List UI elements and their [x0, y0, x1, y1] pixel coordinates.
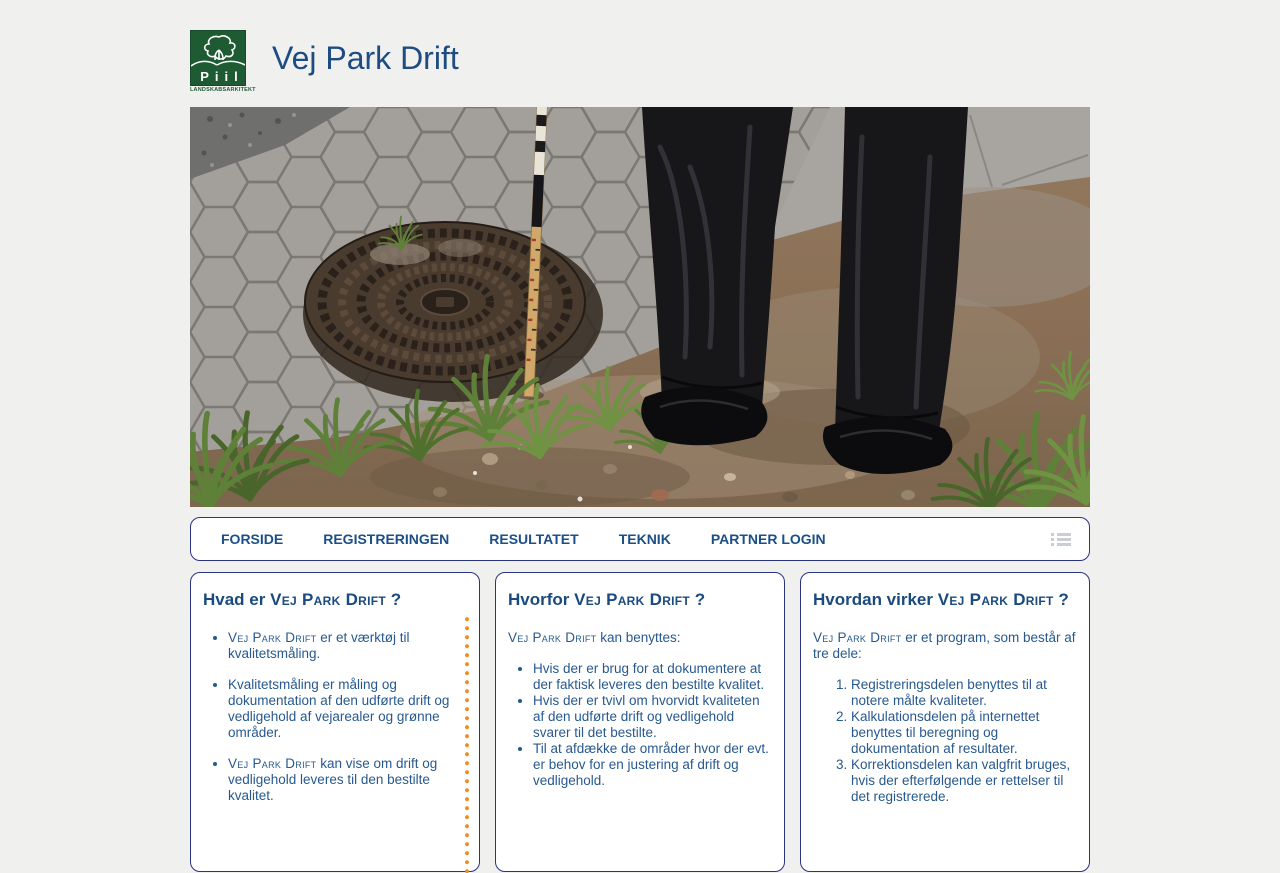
right-shoe	[823, 416, 952, 474]
hero-photo	[190, 107, 1090, 507]
list-item: • Vej Park Drift er et værktøj til kvalitetsmåling.	[228, 630, 467, 662]
card-list	[203, 630, 467, 804]
card-hvordan-virker	[800, 572, 1090, 872]
menu-list-icon[interactable]	[1051, 531, 1071, 547]
page	[190, 0, 1090, 872]
nav-item-teknik[interactable]: TEKNIK	[618, 531, 671, 547]
dotted-separator	[465, 617, 469, 873]
logo-brand-text: Piil	[200, 69, 244, 84]
logo-tree-icon	[190, 30, 246, 86]
list-item: • Hvis der er brug for at dokumentere at der faktisk leveres den bestilte kvalitet.	[533, 661, 772, 693]
card-numbered-list	[813, 677, 1077, 805]
logo-caption: LANDSKABSARKITEKT	[190, 87, 256, 93]
list-item: 3. Korrektionsdelen kan valgfrit bruges, hvis der efterfølgende er rettelser til det registrerede.	[851, 757, 1077, 805]
tree-icon	[191, 33, 246, 73]
nav-item-forside[interactable]: FORSIDE	[221, 531, 284, 547]
card-hvad-er	[190, 572, 480, 872]
card-list	[508, 661, 772, 789]
cards-row	[190, 572, 1090, 872]
nav-item-registreringen[interactable]: REGISTRERINGEN	[323, 531, 450, 547]
list-item: • Hvis der er tvivl om hvorvidt kvaliteten af den udførte drift og vedligehold svarer til det bestilte.	[533, 693, 772, 741]
header	[190, 30, 1090, 93]
card-title: Hvorfor Vej Park Drift ?	[508, 590, 706, 609]
card-title: Hvad er Vej Park Drift ?	[203, 590, 402, 609]
logo[interactable]	[190, 30, 256, 93]
card-hvorfor	[495, 572, 785, 872]
page-title: Vej Park Drift	[272, 40, 459, 76]
main-nav	[190, 517, 1090, 561]
nav-item-resultatet[interactable]: RESULTATET	[489, 531, 579, 547]
nav-item-partner-login[interactable]: PARTNER LOGIN	[710, 531, 826, 547]
list-item: • Til at afdække de områder hvor der evt. er behov for en justering af drift og vedligehold.	[533, 741, 772, 789]
list-item: • Kvalitetsmåling er måling og dokumentation af den udførte drift og vedligehold af vejarealer og grønne områder.	[228, 677, 467, 741]
card-intro: Vej Park Drift kan benyttes:	[508, 630, 681, 645]
card-title: Hvordan virker Vej Park Drift ?	[813, 590, 1069, 609]
list-item: 2. Kalkulationsdelen på internettet benyttes til beregning og dokumentation af resultater.	[851, 709, 1077, 757]
list-item: 1. Registreringsdelen benyttes til at notere målte kvaliteter.	[851, 677, 1077, 709]
card-intro: Vej Park Drift er et program, som består af tre dele:	[813, 630, 1076, 661]
list-item: • Vej Park Drift kan vise om drift og vedligehold leveres til den bestilte kvalitet.	[228, 756, 467, 804]
